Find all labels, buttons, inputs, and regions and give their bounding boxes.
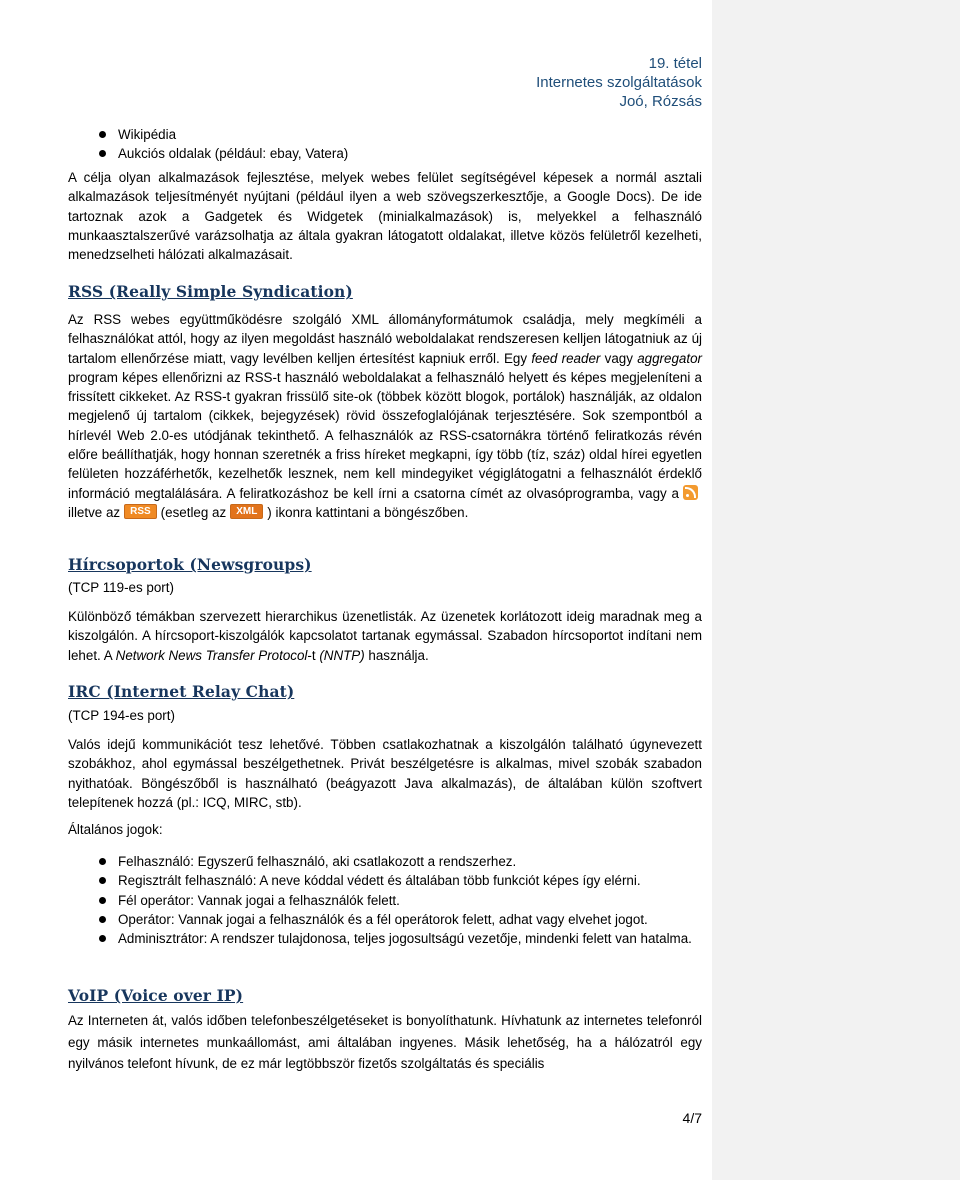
voip-heading: VoIP (Voice over IP) bbox=[68, 986, 244, 1005]
newsgroups-port: (TCP 119-es port) bbox=[68, 580, 174, 595]
header-authors: Joó, Rózsás bbox=[619, 93, 702, 110]
bullet-icon bbox=[99, 150, 106, 157]
newsgroups-paragraph: Különböző témákban szervezett hierarchikus üzenetlisták. Az üzenetek korlátozott ideig maradnak meg a kiszolgálón. A hírcsoport-kiszolgálók kapcsolatot tartanak egymással. Szabadon hírcsoportot indítani nem lehet. A Network News Transfer Protocol-t (NNTP) használja. bbox=[68, 609, 702, 663]
bullet-icon bbox=[99, 935, 106, 942]
header-subject: Internetes szolgáltatások bbox=[536, 74, 702, 91]
aggregator-term: aggregator bbox=[637, 350, 702, 366]
newsgroups-heading: Hírcsoportok (Newsgroups) bbox=[68, 555, 312, 574]
document-page bbox=[68, 0, 702, 1180]
irc-heading: IRC (Internet Relay Chat) bbox=[68, 682, 295, 701]
protocol-term: Network News Transfer Protocol bbox=[115, 647, 308, 663]
irc-port: (TCP 194-es port) bbox=[68, 708, 175, 723]
rss-feed-icon bbox=[683, 485, 698, 500]
rights-label: Általános jogok: bbox=[68, 822, 163, 837]
list-item: Felhasználó: Egyszerű felhasználó, aki csatlakozott a rendszerhez. bbox=[68, 852, 702, 871]
rss-badge-icon: RSS bbox=[124, 504, 157, 519]
bullet-icon bbox=[99, 131, 106, 138]
feed-reader-term: feed reader bbox=[531, 350, 601, 366]
rss-paragraph: Az RSS webes együttműködésre szolgáló XML állományformátumok családja, mely megkíméli a felhasználókat attól, hogy az ilyen megoldást használó weboldalakat rendszeresen kelljen látogatniuk az új tartalom ellenőrzése miatt, vagy levélben kelljen értesítést kapniuk erről. Egy feed reader vagy aggregator program képes ellenőrizni az RSS-t használó weboldalakat a felhasználó helyett és képes megjeleníteni a frissített cikkeket. Az RSS-t gyakran frissülő site-ok (többek között blogok, portálok) használják, az oldalon megjelenő új tartalom (cikkek, bejegyzések) rövid összefoglalójának terjesztésére. Sok szempontból a hírlevél Web 2.0-es utódjának tekinthető. A felhasználók az RSS-csatornákra történő feliratkozás révén előre beállíthatják, hogy honnan szeretnék a friss híreket megkapni, így több (tíz, száz) oldal hírei egyetlen felületen hozzáférhetők, kezelhetők lesznek, nem kell mindegyiket végiglátogatni a felhasználót érdeklő információ megtalálására. A feliratkozáshoz be kell írni a csatorna címét az olvasóprogramba, vagy ailletve az RSS (esetleg az XML ) ikonra kattintani a böngészőben. bbox=[68, 312, 702, 520]
list-item: Aukciós oldalak (például: ebay, Vatera) bbox=[68, 144, 702, 163]
list-item: Operátor: Vannak jogai a felhasználók és a fél operátorok felett, adhat vagy elvehet jogot. bbox=[68, 910, 702, 929]
nntp-term: (NNTP) bbox=[319, 647, 365, 663]
xml-badge-icon: XML bbox=[230, 504, 263, 519]
irc-paragraph: Valós idejű kommunikációt tesz lehetővé. Többen csatlakozhatnak a kiszolgálón található úgynevezett szobákhoz, ahol egymással beszélgethetnek. Privát beszélgetésre is alkalmas, mivel szobák szabadon nyithatóak. Böngészőből is használható (beágyazott Java alkalmazás), de általában külön szoftvert telepítenek hozzá (pl.: ICQ, MIRC, stb). bbox=[68, 737, 702, 810]
page-header bbox=[536, 54, 702, 111]
list-item: Regisztrált felhasználó: A neve kóddal védett és általában több funkciót képes így elérni. bbox=[68, 871, 702, 890]
list-item: Fél operátor: Vannak jogai a felhasználók felett. bbox=[68, 891, 702, 910]
rss-heading: RSS (Really Simple Syndication) bbox=[68, 282, 353, 301]
voip-paragraph: Az Interneten át, valós időben telefonbeszélgetéseket is bonyolíthatunk. Hívhatunk az internetes telefonról egy másik internetes munkaállomást, ami általában ingyenes. Másik lehetőség, ha a hálózatról egy nyilvános telefont hívunk, de ez már legtöbbször fizetős szolgáltatás és speciális bbox=[68, 1013, 702, 1071]
intro-bullet-list bbox=[68, 125, 702, 164]
page-number: 4/7 bbox=[682, 1110, 702, 1126]
header-title-number: 19. tétel bbox=[648, 55, 702, 72]
bullet-icon bbox=[99, 877, 106, 884]
web2-paragraph: A célja olyan alkalmazások fejlesztése, melyek webes felület segítségével képesek a normál asztali alkalmazások teljesítményét nyújtani (például ilyen a web szövegszerkesztője, a Google Docs). De ide tartoznak azok a Gadgetek és Widgetek (minialkalmazások) is, melyekkel a felhasználó munkaasztalszerűvé varázsolhatja az általa gyakran látogatott oldalakat, illetve közös felületről kezelheti, menedzselheti hálózati alkalmazásait. bbox=[68, 170, 702, 263]
list-item: Adminisztrátor: A rendszer tulajdonosa, teljes jogosultságú vezetője, mindenki felett van hatalma. bbox=[68, 929, 702, 948]
rights-list bbox=[68, 852, 702, 948]
list-item: Wikipédia bbox=[68, 125, 702, 144]
comment-margin bbox=[712, 0, 960, 1180]
bullet-icon bbox=[99, 897, 106, 904]
bullet-icon bbox=[99, 916, 106, 923]
bullet-icon bbox=[99, 858, 106, 865]
